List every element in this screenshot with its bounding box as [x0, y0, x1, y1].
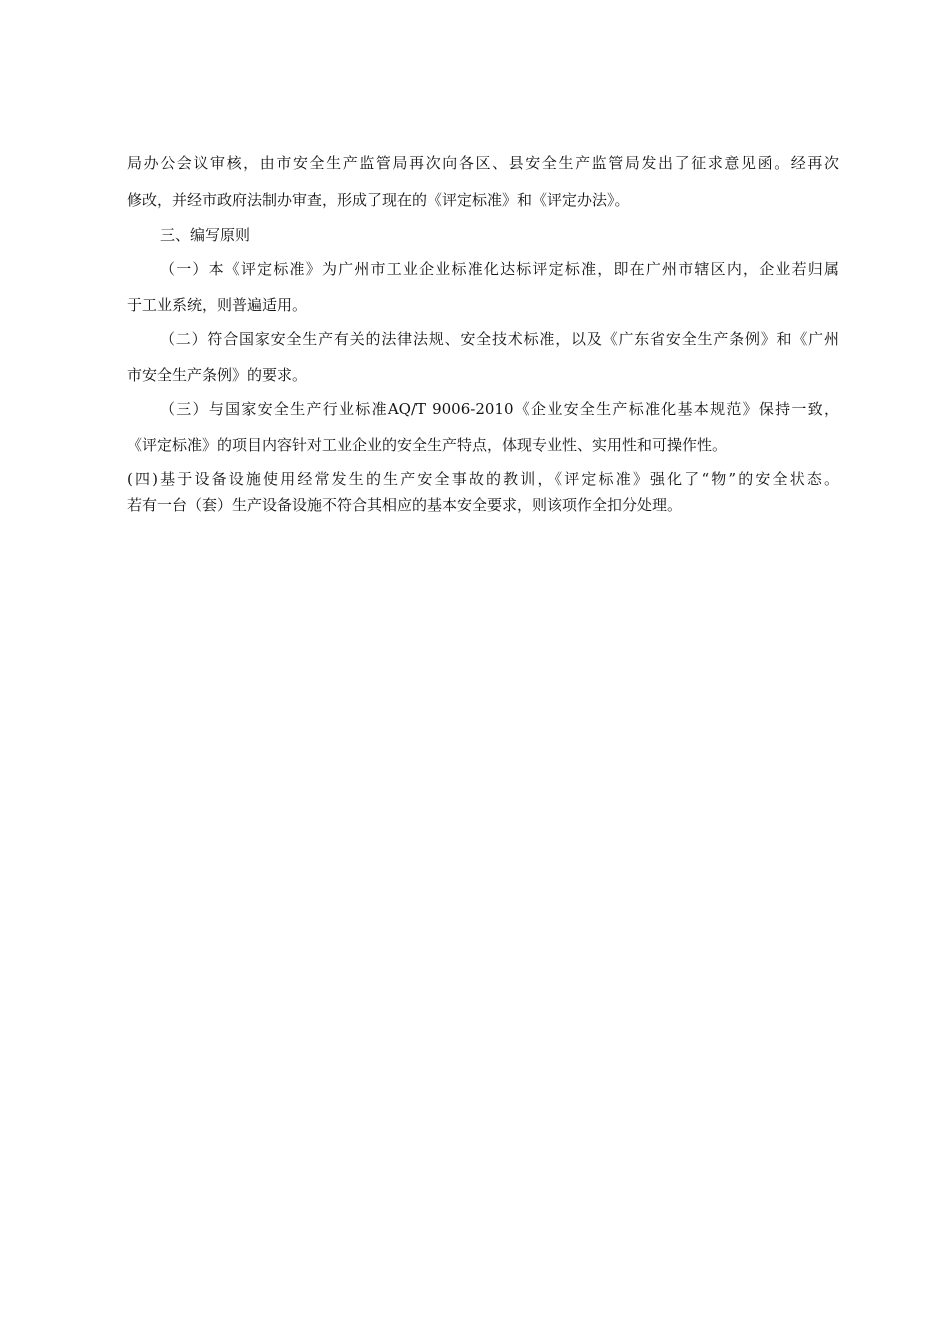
section-heading: 三、编写原则 [160, 226, 251, 244]
principle-1-line-1: （一）本《评定标准》为广州市工业企业标准化达标评定标准，即在广州市辖区内，企业若归属 [160, 260, 839, 278]
paragraph-1-line-2: 修改，并经市政府法制办审查，形成了现在的《评定标准》和《评定办法》。 [127, 191, 630, 209]
principle-4-line-1: (四)基于设备设施使用经常发生的生产安全事故的教训，《评定标准》强化了“物”的安全状态。 [127, 470, 839, 488]
principle-3-line-2: 《评定标准》的项目内容针对工业企业的安全生产特点，体现专业性、实用性和可操作性。 [127, 436, 728, 454]
principle-4-line-2: 若有一台（套）生产设备设施不符合其相应的基本安全要求，则该项作全扣分处理。 [127, 496, 683, 514]
principle-3-line-1: （三）与国家安全生产行业标准AQ/T 9006-2010《企业安全生产标准化基本规范》保持一致， [160, 400, 839, 418]
paragraph-1-line-1: 局办公会议审核，由市安全生产监管局再次向各区、县安全生产监管局发出了征求意见函。经再次 [127, 154, 839, 172]
principle-2-line-2: 市安全生产条例》的要求。 [127, 366, 308, 384]
principle-2-line-1: （二）符合国家安全生产有关的法律法规、安全技术标准，以及《广东省安全生产条例》和《广州 [160, 330, 839, 348]
principle-1-line-2: 于工业系统，则普遍适用。 [127, 296, 308, 314]
